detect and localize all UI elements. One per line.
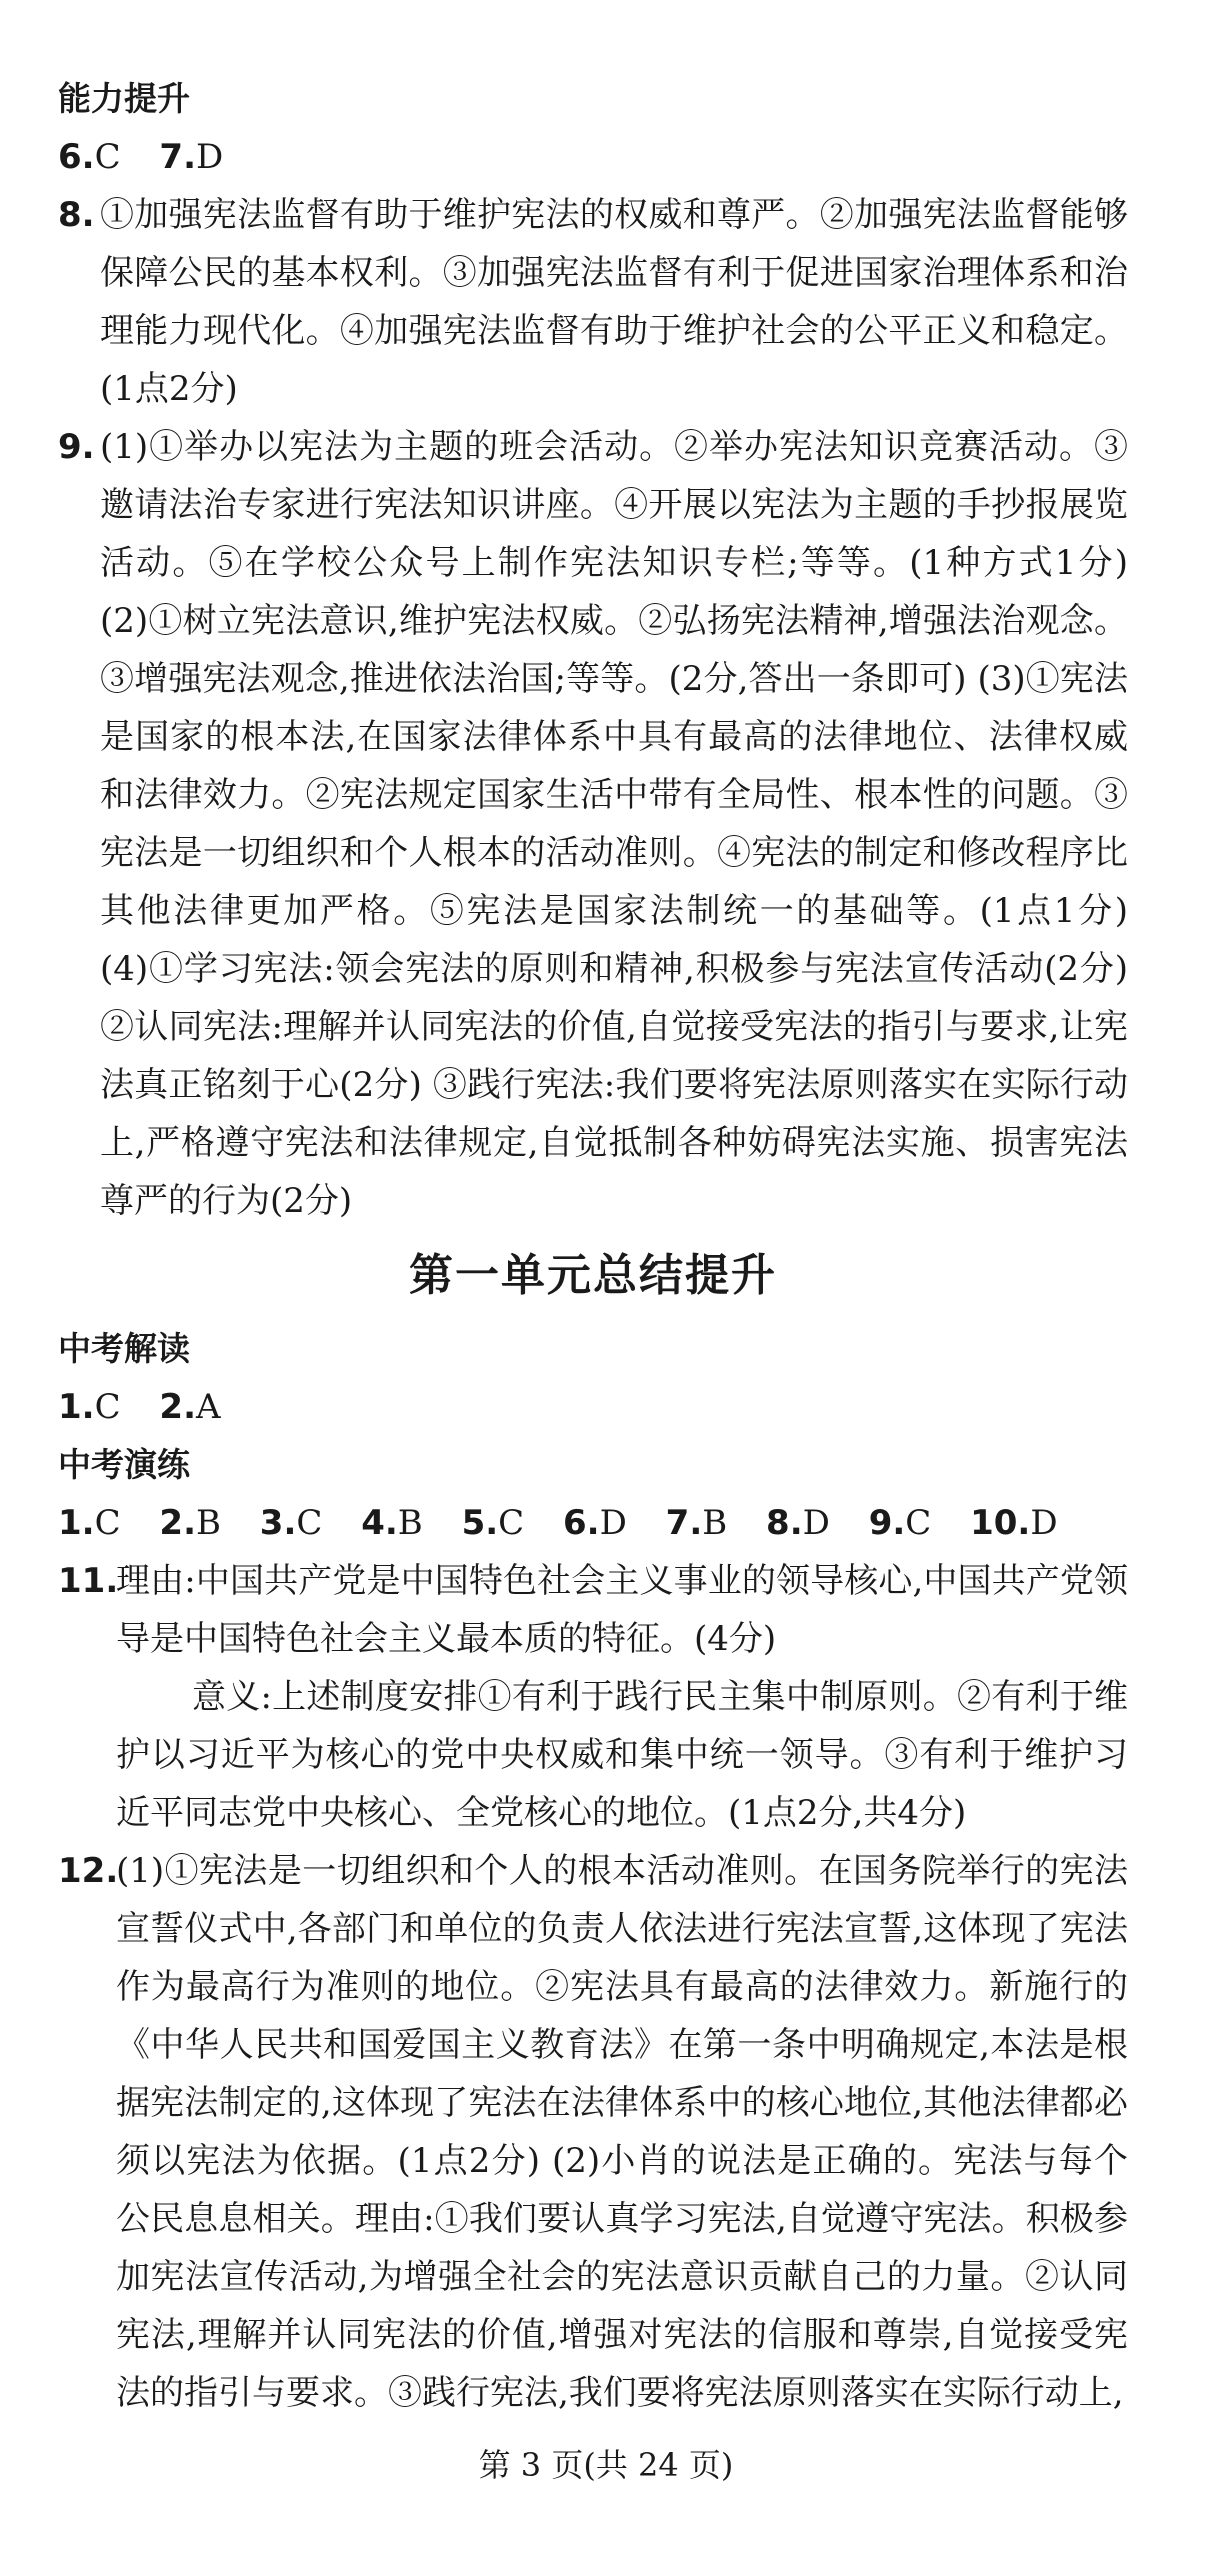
- unit-title: 第一单元总结提升: [409, 1250, 777, 1301]
- mc-number: 5.: [461, 1503, 499, 1543]
- section-heading-exam-analysis: 中考解读: [58, 1329, 190, 1368]
- mc-answers-ability: [58, 128, 1128, 186]
- mc-answer: [260, 1503, 323, 1543]
- mc-answer: [462, 1503, 525, 1543]
- mc-answer: [766, 1503, 830, 1543]
- mc-choice: B: [195, 1503, 221, 1543]
- mc-answer: [58, 1387, 121, 1427]
- section-heading-exam-practice: 中考演练: [58, 1445, 190, 1484]
- mc-choice: C: [905, 1503, 932, 1543]
- mc-choice: D: [195, 137, 224, 177]
- mc-number: 8.: [766, 1503, 803, 1543]
- question-number: 12.: [58, 1851, 119, 1891]
- mc-number: 2.: [159, 1387, 196, 1427]
- mc-answer: [361, 1503, 423, 1543]
- question-number: 9.: [58, 427, 95, 467]
- mc-answer: [159, 1387, 220, 1427]
- mc-number: 6.: [58, 137, 95, 177]
- mc-choice: C: [94, 137, 121, 177]
- mc-choice: C: [498, 1503, 525, 1543]
- question-9-answer: [58, 418, 1128, 1230]
- page-footer: 第 3 页(共 24 页): [478, 2446, 734, 2484]
- answer-text: (1)①宪法是一切组织和个人的根本活动准则。在国务院举行的宪法宣誓仪式中,各部门和单位的负责人依法进行宪法宣誓,这体现了宪法作为最高行为准则的地位。②宪法具有最高的法律效力。新施行的《中华人民共和国爱国主义教育法》在第一条中明确规定,本法是根据宪法制定的,这体现了宪法在法律体系中的核心地位,其他法律都必须以宪法为依据。(1点2分) (2)小肖的说法是正确的。宪法与每个公民息息相关。理由:①我们要认真学习宪法,自觉遵守宪法。积极参加宪法宣传活动,为增强全社会的宪法意识贡献自己的力量。②认同宪法,理解并认同宪法的价值,增强对宪法的信服和尊崇,自觉接受宪法的指引与要求。③践行宪法,我们要将宪法原则落实在实际行动上,: [116, 1851, 1128, 2413]
- mc-choice: D: [1030, 1503, 1058, 1543]
- mc-answer: [666, 1503, 728, 1543]
- section-heading-ability: 能力提升: [58, 79, 190, 118]
- mc-answer: [869, 1503, 932, 1543]
- answer-page: [58, 70, 1128, 2422]
- mc-answers-exam-analysis: [58, 1378, 1128, 1436]
- mc-choice: A: [195, 1387, 221, 1427]
- mc-number: 3.: [259, 1503, 297, 1543]
- mc-number: 7.: [665, 1503, 703, 1543]
- answer-meaning: 意义:上述制度安排①有利于践行民主集中制原则。②有利于维护以习近平为核心的党中央权威和集中统一领导。③有利于维护习近平同志党中央核心、全党核心的地位。(1点2分,共4分): [116, 1677, 1128, 1833]
- mc-number: 9.: [868, 1503, 906, 1543]
- question-number: 8.: [58, 195, 95, 235]
- mc-answer: [159, 1503, 221, 1543]
- question-11-answer: [58, 1552, 1128, 1842]
- mc-choice: C: [94, 1503, 121, 1543]
- mc-number: 7.: [159, 137, 196, 177]
- mc-answers-exam-practice: [58, 1494, 1128, 1552]
- mc-answer: [970, 1503, 1058, 1543]
- mc-answer: [58, 1503, 121, 1543]
- answer-reason: 理由:中国共产党是中国特色社会主义事业的领导核心,中国共产党领导是中国特色社会主义最本质的特征。(4分): [116, 1561, 1128, 1659]
- answer-text: ①加强宪法监督有助于维护宪法的权威和尊严。②加强宪法监督能够保障公民的基本权利。③加强宪法监督有利于促进国家治理体系和治理能力现代化。④加强宪法监督有助于维护社会的公平正义和稳定。(1点2分): [100, 195, 1128, 409]
- answer-text: (1)①举办以宪法为主题的班会活动。②举办宪法知识竞赛活动。③邀请法治专家进行宪法知识讲座。④开展以宪法为主题的手抄报展览活动。⑤在学校公众号上制作宪法知识专栏;等等。(1种方式1分) (2)①树立宪法意识,维护宪法权威。②弘扬宪法精神,增强法治观念。③增强宪法观念,推进依法治国;等等。(2分,答出一条即可) (3)①宪法是国家的根本法,在国家法律体系中具有最高的法律地位、法律权威和法律效力。②宪法规定国家生活中带有全局性、根本性的问题。③宪法是一切组织和个人根本的活动准则。④宪法的制定和修改程序比其他法律更加严格。⑤宪法是国家法制统一的基础等。(1点1分) (4)①学习宪法:领会宪法的原则和精神,积极参与宪法宣传活动(2分) ②认同宪法:理解并认同宪法的价值,自觉接受宪法的指引与要求,让宪法真正铭刻于心(2分) ③践行宪法:我们要将宪法原则落实在实际行动上,严格遵守宪法和法律规定,自觉抵制各种妨碍宪法实施、损害宪法尊严的行为(2分): [100, 427, 1128, 1221]
- mc-number: 4.: [361, 1503, 398, 1543]
- mc-answer: [159, 137, 223, 177]
- question-number: 11.: [58, 1561, 119, 1601]
- mc-answer: [58, 137, 121, 177]
- mc-choice: D: [599, 1503, 627, 1543]
- question-8-answer: [58, 186, 1128, 418]
- mc-number: 2.: [159, 1503, 196, 1543]
- mc-choice: D: [802, 1503, 830, 1543]
- mc-number: 10.: [970, 1503, 1031, 1543]
- mc-number: 1.: [58, 1503, 95, 1543]
- question-12-answer: [58, 1842, 1128, 2422]
- mc-choice: C: [296, 1503, 323, 1543]
- mc-number: 6.: [563, 1503, 600, 1543]
- mc-number: 1.: [58, 1387, 95, 1427]
- mc-choice: B: [397, 1503, 423, 1543]
- mc-choice: B: [702, 1503, 728, 1543]
- mc-answer: [563, 1503, 627, 1543]
- mc-choice: C: [94, 1387, 121, 1427]
